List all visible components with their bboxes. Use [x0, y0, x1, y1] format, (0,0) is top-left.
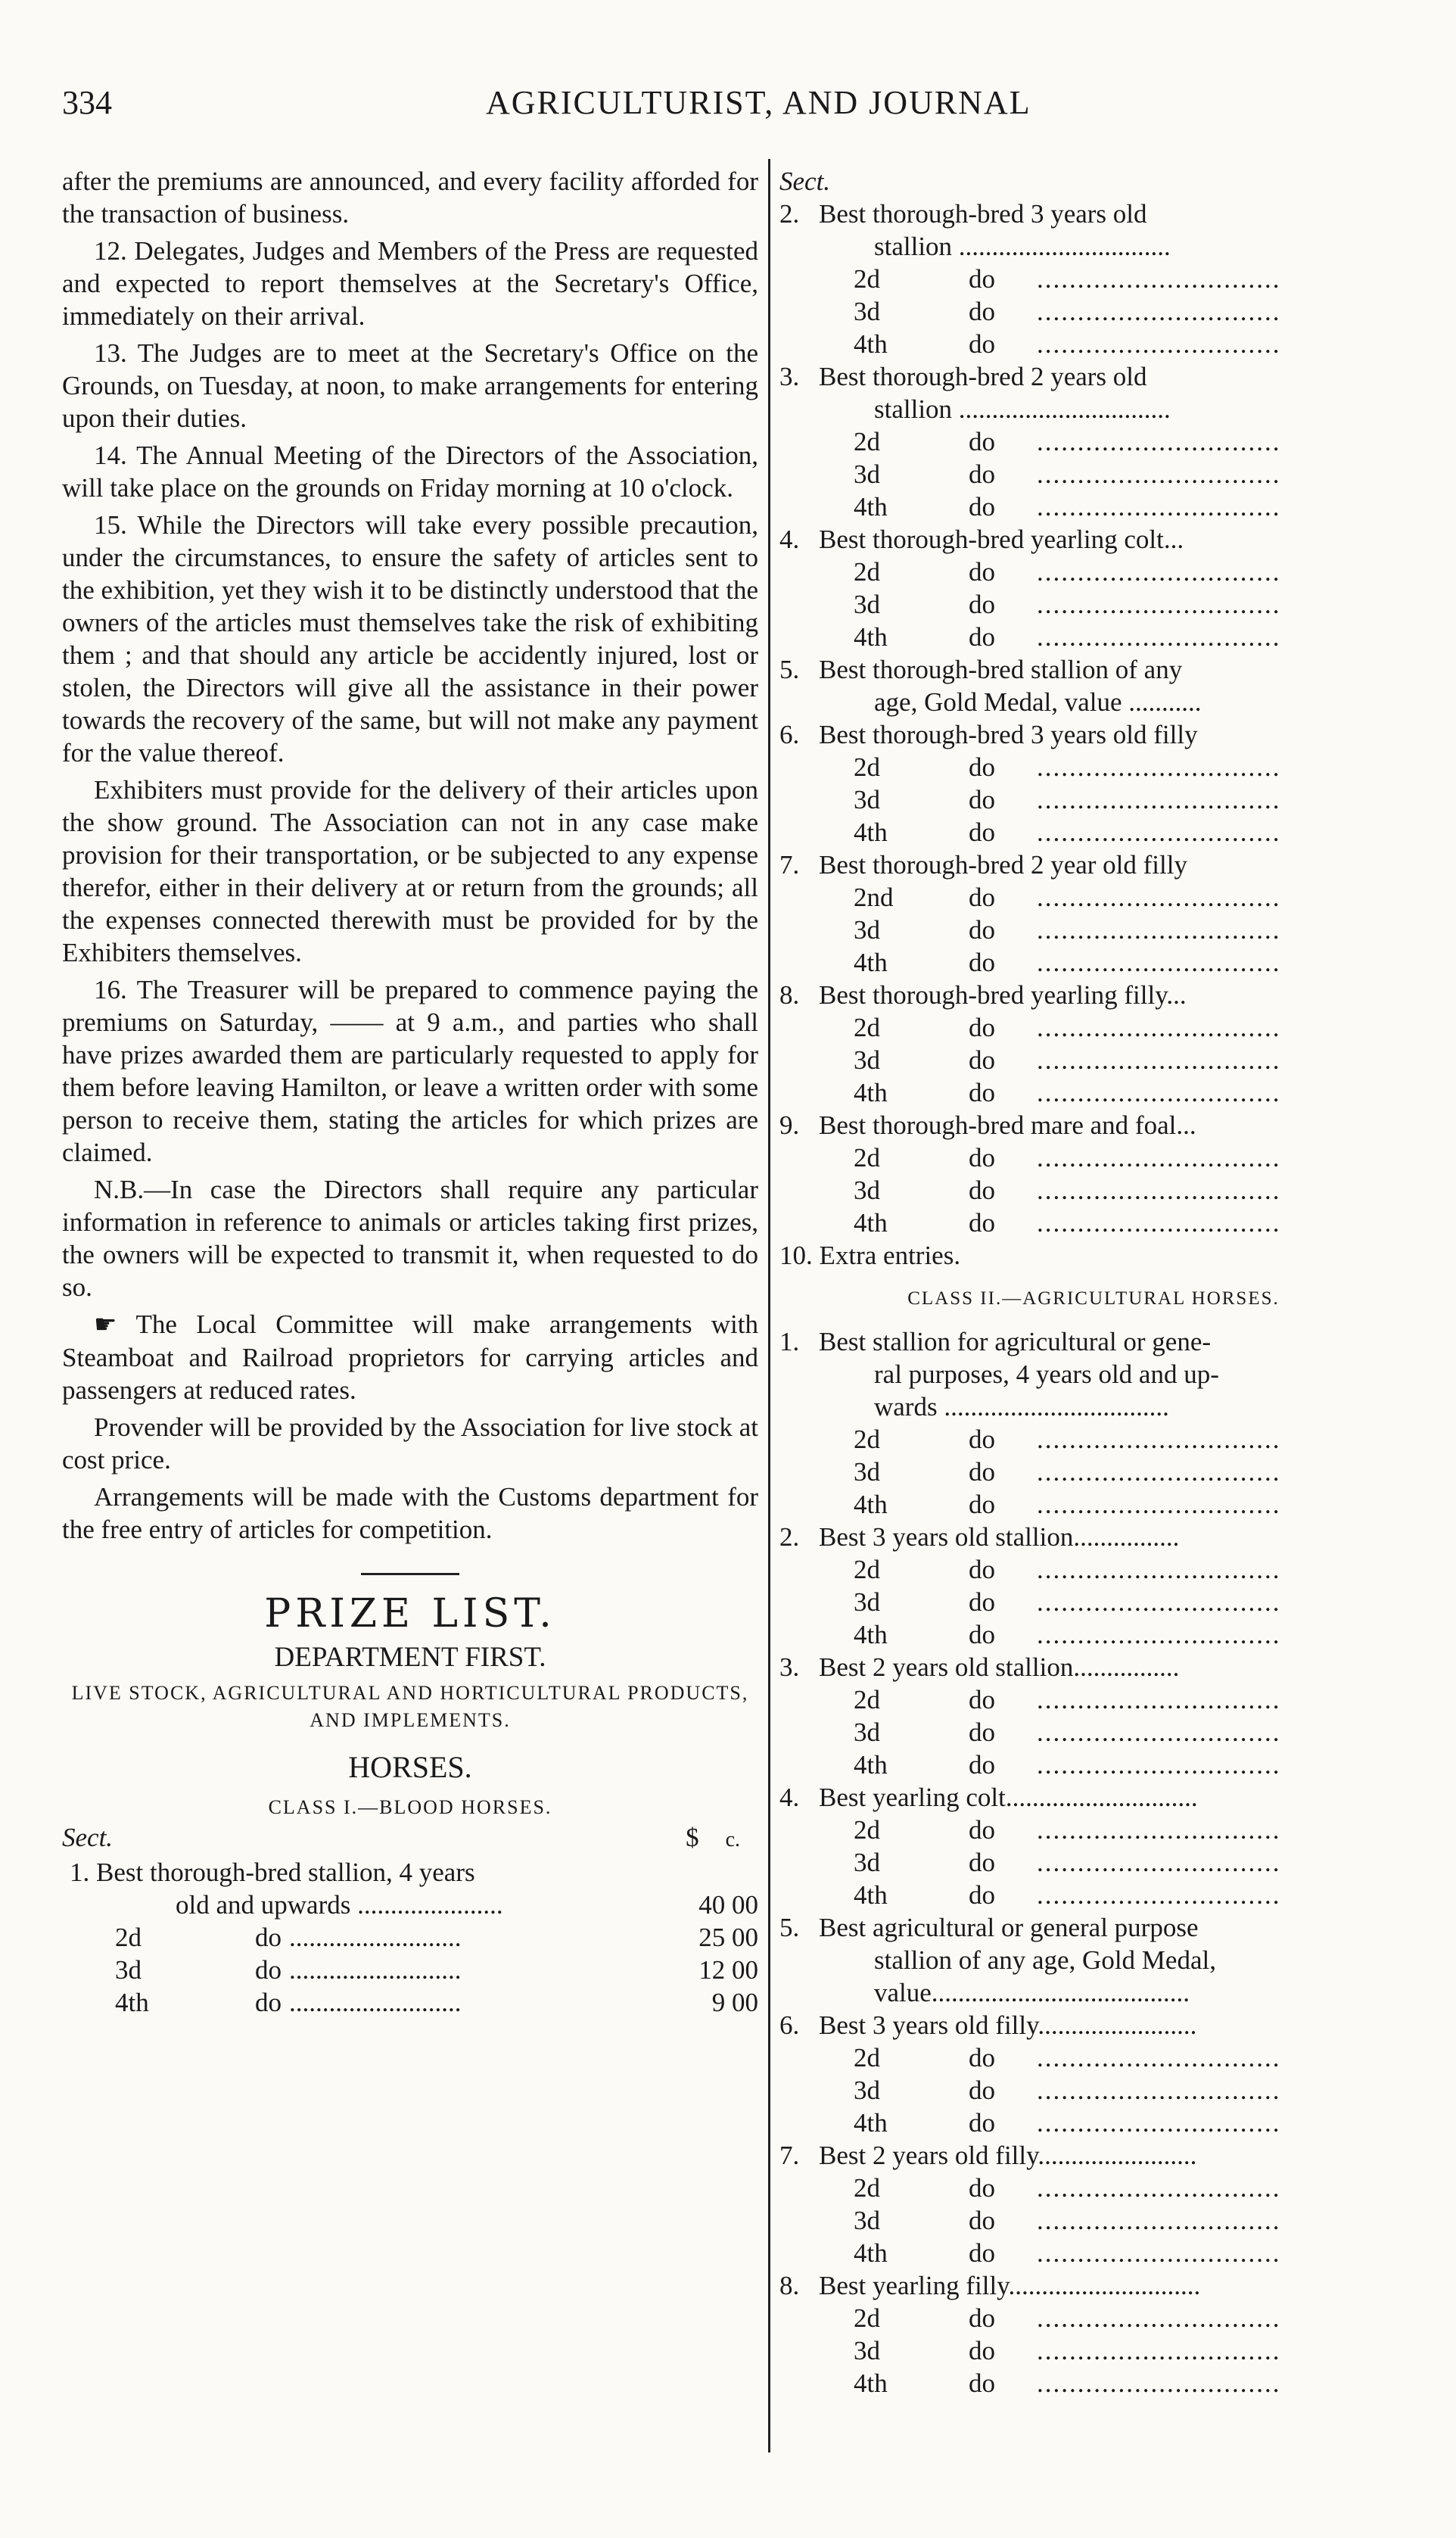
entry-text: Best thorough-bred 2 years old — [819, 362, 1147, 391]
paragraph: Arrangements will be made with the Customs department for the free entry of articles for competition. — [62, 1482, 758, 1544]
prize-entry — [62, 1889, 758, 1921]
prize-place-row — [779, 1141, 1408, 1174]
ditto-label: do — [969, 1685, 995, 1714]
ditto-label: do — [255, 1923, 282, 1952]
paragraph: after the premiums are announced, and every facility afforded for the transaction of business. — [62, 167, 758, 229]
prize-place-row — [779, 295, 1408, 328]
column-divider — [768, 159, 770, 2452]
ditto-label: do — [969, 915, 995, 945]
entry-text: Best thorough-bred 3 years old — [819, 199, 1147, 229]
ditto-label: do — [969, 883, 995, 912]
leader-dots: .............................. — [1037, 1620, 1281, 1649]
prize-place-row — [779, 2302, 1408, 2334]
prize-entry — [779, 2139, 1408, 2172]
prize-amount: 25 00 — [698, 1923, 758, 1952]
prize-entry — [779, 1651, 1408, 1683]
entry-continuation: stallion ................................ — [874, 232, 1171, 261]
entry-text: Best 3 years old filly........................ — [819, 2010, 1197, 2040]
prize-place-row — [779, 425, 1408, 458]
prize-place-row — [779, 1011, 1408, 1044]
prize-place-row — [779, 1423, 1408, 1456]
prize-list-title: PRIZE LIST. — [264, 1591, 556, 1636]
prize-place-row — [779, 2107, 1408, 2139]
prize-place-row — [779, 946, 1408, 979]
prize-place-row — [779, 1044, 1408, 1076]
ditto-label: do — [969, 1078, 995, 1107]
prize-entry — [779, 2269, 1408, 2302]
place-label: 2d — [854, 2043, 880, 2072]
entry-number: 1. — [779, 1327, 800, 1356]
ditto-label: do — [969, 492, 995, 522]
entry-text: Best 2 years old filly........................ — [819, 2141, 1197, 2170]
entry-text: Best 3 years old stallion................ — [819, 1522, 1180, 1552]
ditto-label: do — [969, 264, 995, 294]
ditto-label: do — [969, 557, 995, 587]
ditto-label: do — [969, 427, 995, 456]
prize-place-row — [779, 2074, 1408, 2107]
place-label: 2d — [854, 264, 880, 294]
ditto-label: do — [969, 2206, 995, 2235]
prize-entry — [62, 1921, 758, 1954]
entry-continuation: stallion of any age, Gold Medal, — [874, 1945, 1216, 1975]
prize-place-row — [779, 2237, 1408, 2269]
place-label: 3d — [115, 1955, 142, 1985]
ditto-label: do — [969, 1045, 995, 1075]
prize-entry — [779, 360, 1408, 393]
place-label: 4th — [115, 1988, 149, 2017]
place-label: 2d — [854, 1555, 880, 1584]
ditto-label: do — [969, 297, 995, 326]
ditto-label: do — [969, 2368, 995, 2398]
ditto-label: do — [969, 590, 995, 619]
paragraph: Provender will be provided by the Association for live stock at cost price. — [62, 1412, 758, 1475]
leader-dots: .............................. — [1037, 427, 1281, 456]
place-label: 2d — [854, 2303, 880, 2333]
paragraph: 13. The Judges are to meet at the Secretary's Office on the Grounds, on Tuesday, at noon, to make arrangements for entering upon their duties. — [62, 338, 758, 433]
leader-dots: .............................. — [1037, 1848, 1281, 1877]
pointing-hand-icon: ☛ — [94, 1311, 136, 1339]
entry-text: Best thorough-bred yearling filly... — [819, 980, 1187, 1010]
ditto-label: do — [969, 2303, 995, 2333]
leader-dots: .............................. — [1037, 2173, 1281, 2203]
prize-entry — [779, 198, 1408, 230]
leader-dots: .............................. — [1037, 2368, 1281, 2398]
leader-dots: .............................. — [1037, 1143, 1281, 1172]
leader-dots: .............................. — [1037, 459, 1281, 489]
prize-place-row — [779, 1076, 1408, 1109]
prize-place-row — [779, 1879, 1408, 1911]
ditto-label: do — [969, 2173, 995, 2203]
ditto-label: do — [255, 1988, 282, 2017]
leader-dots: .......................... — [289, 1955, 462, 1985]
entry-number: 8. — [779, 2271, 800, 2300]
prize-place-row — [779, 816, 1408, 849]
prize-place-row — [779, 458, 1408, 490]
entry-number: 6. — [779, 720, 800, 749]
prize-place-row — [779, 1207, 1408, 1239]
place-label: 2d — [854, 752, 880, 782]
ditto-label: do — [969, 2108, 995, 2138]
class-heading: CLASS II.—AGRICULTURAL HORSES. — [907, 1288, 1280, 1309]
prize-entry — [62, 1856, 758, 1889]
class-two-list — [779, 1325, 1408, 2399]
leader-dots: .............................. — [1037, 1013, 1281, 1042]
prize-entry — [62, 1954, 758, 1986]
prize-place-row — [779, 328, 1408, 360]
ditto-label: do — [969, 1143, 995, 1172]
place-label: 3d — [854, 1587, 880, 1617]
entry-number: 6. — [779, 2010, 800, 2040]
horses-heading: HORSES. — [348, 1750, 472, 1784]
place-label: 3d — [854, 1457, 880, 1487]
entry-text: Best thorough-bred 3 years old filly — [819, 720, 1198, 749]
entry-text: 1. Best thorough-bred stallion, 4 years — [70, 1858, 475, 1887]
entry-continuation: value....................................... — [874, 1978, 1190, 2007]
prize-place-row — [779, 1683, 1408, 1716]
prize-place-row — [779, 1814, 1408, 1846]
leader-dots: .............................. — [1037, 817, 1281, 847]
place-label: 2d — [854, 1425, 880, 1454]
ditto-label: do — [969, 622, 995, 652]
entry-text: Best thorough-bred mare and foal... — [819, 1110, 1196, 1140]
prize-entry — [779, 523, 1408, 556]
entry-continuation: stallion ................................ — [874, 394, 1171, 424]
prize-place-row — [779, 1456, 1408, 1488]
ditto-label: do — [969, 1425, 995, 1454]
leader-dots: .............................. — [1037, 1490, 1281, 1519]
paragraph: 15. While the Directors will take every possible precaution, under the circumstances, to ensure the safety of articles sent to the exhibition, yet they wish it to be distinctly understood that the owners of the articles must themselves take the risk of exhibiting them ; and that should any article be accidently injured, lost or stolen, the Directors will give all the assistance in their power towards the recovery of the same, but will not make any payment for the value thereof. — [62, 510, 758, 768]
leader-dots: .............................. — [1037, 2043, 1281, 2072]
prize-place-row — [779, 2204, 1408, 2237]
entry-number: 3. — [779, 362, 800, 391]
prize-place-row — [779, 881, 1408, 914]
leader-dots: .............................. — [1037, 883, 1281, 912]
right-column — [779, 165, 1408, 2399]
leader-dots: .............................. — [1037, 492, 1281, 522]
place-label: 3d — [854, 2206, 880, 2235]
paragraph: 14. The Annual Meeting of the Directors of the Association, will take place on the grounds on Friday morning at 10 o'clock. — [62, 441, 758, 503]
leader-dots: .............................. — [1037, 2336, 1281, 2365]
leader-dots: .............................. — [1037, 1750, 1281, 1780]
entry-number: 7. — [779, 850, 800, 880]
department-subheading: LIVE STOCK, AGRICULTURAL AND HORTICULTURAL PRODUCTS, AND IMPLEMENTS. — [71, 1682, 749, 1731]
prize-entry — [779, 849, 1408, 881]
prize-entry — [779, 1521, 1408, 1553]
ditto-label: do — [969, 752, 995, 782]
section-rule — [361, 1573, 459, 1575]
prize-amount: 9 00 — [711, 1988, 758, 2017]
running-title: AGRICULTURIST, AND JOURNAL — [486, 84, 1031, 121]
ditto-label: do — [969, 1587, 995, 1617]
paragraph-text: The Local Committee will make arrangements with Steamboat and Railroad proprietors for carrying articles and passengers at reduced rates. — [62, 1309, 759, 1405]
place-label: 3d — [854, 1717, 880, 1747]
prize-place-row — [779, 1716, 1408, 1749]
place-label: 2nd — [854, 883, 894, 912]
leader-dots: .............................. — [1037, 2238, 1281, 2268]
leader-dots: .............................. — [1037, 590, 1281, 619]
entry-text: 10. Extra entries. — [779, 1241, 961, 1270]
place-label: 2d — [854, 427, 880, 456]
prize-place-row — [779, 1846, 1408, 1879]
prize-entry — [779, 979, 1408, 1011]
place-label: 4th — [854, 817, 888, 847]
ditto-label: do — [969, 1750, 995, 1780]
place-label: 3d — [854, 297, 880, 326]
leader-dots: .............................. — [1037, 752, 1281, 782]
leader-dots: .............................. — [1037, 785, 1281, 814]
ditto-label: do — [969, 1013, 995, 1042]
leader-dots: .............................. — [1037, 2303, 1281, 2333]
leader-dots: .............................. — [1037, 1587, 1281, 1617]
entry-continuation: wards .................................. — [874, 1392, 1169, 1422]
place-label: 3d — [854, 915, 880, 945]
currency-header — [686, 1821, 740, 1856]
leader-dots: .............................. — [1037, 1880, 1281, 1910]
prize-place-row — [779, 2334, 1408, 2367]
entry-text: Best 2 years old stallion................ — [819, 1652, 1180, 1682]
leader-dots: .............................. — [1037, 1457, 1281, 1487]
ditto-label: do — [969, 2238, 995, 2268]
prize-amount: 12 00 — [698, 1955, 758, 1985]
ditto-label: do — [969, 1620, 995, 1649]
prize-place-row — [779, 1488, 1408, 1521]
sect-label: Sect. — [779, 167, 831, 196]
entry-number: 2. — [779, 1522, 800, 1552]
ditto-label: do — [969, 785, 995, 814]
place-label: 2d — [854, 1143, 880, 1172]
entry-text: Best stallion for agricultural or gene- — [819, 1327, 1212, 1356]
place-label: 4th — [854, 1208, 888, 1238]
prize-place-row — [779, 751, 1408, 783]
prize-place-row — [779, 914, 1408, 946]
leader-dots: .............................. — [1037, 1208, 1281, 1238]
place-label: 4th — [854, 2368, 888, 2398]
entry-text: old and upwards ...................... — [176, 1890, 503, 1920]
prize-place-row — [779, 783, 1408, 816]
leader-dots: .............................. — [1037, 915, 1281, 945]
leader-dots: .............................. — [1037, 1045, 1281, 1075]
entry-continuation: ral purposes, 4 years old and up- — [874, 1359, 1219, 1389]
ditto-label: do — [969, 2043, 995, 2072]
ditto-label: do — [969, 948, 995, 977]
ditto-label: do — [969, 2076, 995, 2105]
entry-text: Best yearling filly............................. — [819, 2271, 1201, 2300]
leader-dots: .............................. — [1037, 948, 1281, 977]
prize-entry — [779, 2009, 1408, 2041]
prize-place-row — [779, 1618, 1408, 1651]
leader-dots: .............................. — [1037, 1425, 1281, 1454]
place-label: 4th — [854, 1078, 888, 1107]
sect-label: Sect. — [62, 1823, 114, 1852]
ditto-label: do — [969, 1490, 995, 1519]
prize-entry — [779, 653, 1408, 686]
place-label: 2d — [854, 1815, 880, 1845]
prize-entry — [779, 718, 1408, 751]
place-label: 4th — [854, 1490, 888, 1519]
department-heading: DEPARTMENT FIRST. — [274, 1642, 546, 1673]
prize-place-row — [779, 2172, 1408, 2204]
ditto-label: do — [969, 1717, 995, 1747]
class-heading: CLASS I.—BLOOD HORSES. — [268, 1796, 552, 1818]
ditto-label: do — [969, 1457, 995, 1487]
leader-dots: .............................. — [1037, 1815, 1281, 1845]
prize-place-row — [779, 2367, 1408, 2399]
dollar-label: $ — [686, 1823, 699, 1852]
prize-place-row — [779, 1553, 1408, 1586]
place-label: 4th — [854, 329, 888, 359]
place-label: 4th — [854, 948, 888, 977]
prize-place-row — [779, 2041, 1408, 2074]
leader-dots: .............................. — [1037, 264, 1281, 294]
leader-dots: .............................. — [1037, 1685, 1281, 1714]
entry-text: Best agricultural or general purpose — [819, 1913, 1199, 1942]
place-label: 2d — [854, 1013, 880, 1042]
prize-entry — [779, 1781, 1408, 1814]
prize-place-row — [779, 490, 1408, 523]
left-column — [62, 165, 758, 2019]
page-header — [62, 83, 1061, 136]
ditto-label: do — [255, 1955, 282, 1985]
place-label: 3d — [854, 1176, 880, 1205]
ditto-label: do — [969, 1555, 995, 1584]
leader-dots: .............................. — [1037, 1078, 1281, 1107]
entry-text: Best thorough-bred 2 year old filly — [819, 850, 1187, 880]
entry-number: 5. — [779, 1913, 800, 1942]
place-label: 3d — [854, 2336, 880, 2365]
entry-number: 3. — [779, 1652, 800, 1682]
ditto-label: do — [969, 1848, 995, 1877]
leader-dots: .............................. — [1037, 1555, 1281, 1584]
place-label: 4th — [854, 1750, 888, 1780]
leader-dots: .............................. — [1037, 1717, 1281, 1747]
ditto-label: do — [969, 329, 995, 359]
entry-text: Best yearling colt............................. — [819, 1783, 1198, 1812]
entry-number: 4. — [779, 525, 800, 554]
entry-number: 9. — [779, 1110, 800, 1140]
prize-entry — [779, 1325, 1408, 1358]
ditto-label: do — [969, 1208, 995, 1238]
leader-dots: .............................. — [1037, 2076, 1281, 2105]
place-label: 3d — [854, 1045, 880, 1075]
prize-entry — [779, 1109, 1408, 1141]
ditto-label: do — [969, 1815, 995, 1845]
place-label: 2d — [115, 1923, 142, 1952]
entry-number: 5. — [779, 655, 800, 684]
entry-number: 8. — [779, 980, 800, 1010]
leader-dots: .......................... — [289, 1988, 462, 2017]
prize-place-row — [779, 263, 1408, 295]
prize-place-row — [779, 588, 1408, 621]
entry-text: Best thorough-bred yearling colt... — [819, 525, 1184, 554]
prize-place-row — [779, 621, 1408, 653]
prize-amount: 40 00 — [698, 1890, 758, 1920]
leader-dots: .......................... — [289, 1923, 462, 1952]
paragraph: Exhibiters must provide for the delivery of their articles upon the show ground. The Association can not in any case make provision for their transportation, or be subjected to any expense therefor, either in their delivery at or return from the grounds; all the expenses connected therewith must be provided for by the Exhibiters themselves. — [62, 775, 758, 967]
leader-dots: .............................. — [1037, 2108, 1281, 2138]
place-label: 4th — [854, 2238, 888, 2268]
paragraph: 12. Delegates, Judges and Members of the Press are requested and expected to report themselves at the Secretary's Office, immediately on their arrival. — [62, 236, 758, 331]
ditto-label: do — [969, 2336, 995, 2365]
place-label: 4th — [854, 1880, 888, 1910]
place-label: 4th — [854, 2108, 888, 2138]
place-label: 2d — [854, 557, 880, 587]
page-number: 334 — [62, 84, 112, 121]
paragraph: N.B.—In case the Directors shall require any particular information in reference to animals or articles taking first prizes, the owners will be expected to transmit it, when requested to do so. — [62, 1175, 758, 1302]
leader-dots: .............................. — [1037, 1176, 1281, 1205]
ditto-label: do — [969, 459, 995, 489]
prize-place-row — [779, 556, 1408, 588]
entry-number: 7. — [779, 2141, 800, 2170]
paragraph — [62, 1308, 758, 1406]
place-label: 3d — [854, 590, 880, 619]
place-label: 3d — [854, 785, 880, 814]
ditto-label: do — [969, 1880, 995, 1910]
leader-dots: .............................. — [1037, 329, 1281, 359]
cents-label: c. — [725, 1828, 740, 1851]
entry-text: Best thorough-bred stallion of any — [819, 655, 1183, 684]
leader-dots: .............................. — [1037, 622, 1281, 652]
leader-dots: .............................. — [1037, 2206, 1281, 2235]
paragraph: 16. The Treasurer will be prepared to commence paying the premiums on Saturday, —— at 9 a.m., and parties who shall have prizes awarded them are particularly requested to apply for them before leaving Hamilton, or leave a written order with some person to receive them, stating the articles for which prizes are claimed. — [62, 975, 758, 1167]
extra-entries — [779, 1239, 1408, 1272]
place-label: 4th — [854, 622, 888, 652]
entry-number: 4. — [779, 1783, 800, 1812]
prize-place-row — [779, 1586, 1408, 1618]
class-one-list — [779, 198, 1408, 1239]
place-label: 2d — [854, 1685, 880, 1714]
place-label: 3d — [854, 2076, 880, 2105]
prize-place-row — [779, 1749, 1408, 1781]
entry-number: 2. — [779, 199, 800, 229]
ditto-label: do — [969, 1176, 995, 1205]
place-label: 3d — [854, 459, 880, 489]
leader-dots: .............................. — [1037, 297, 1281, 326]
place-label: 3d — [854, 1848, 880, 1877]
ditto-label: do — [969, 817, 995, 847]
entry-continuation: age, Gold Medal, value ........... — [874, 687, 1202, 717]
leader-dots: .............................. — [1037, 557, 1281, 587]
prize-place-row — [779, 1174, 1408, 1207]
place-label: 4th — [854, 1620, 888, 1649]
sect-column-header — [62, 1821, 758, 1856]
place-label: 2d — [854, 2173, 880, 2203]
prize-entry — [62, 1986, 758, 2019]
prize-entry — [779, 1911, 1408, 1944]
place-label: 4th — [854, 492, 888, 522]
